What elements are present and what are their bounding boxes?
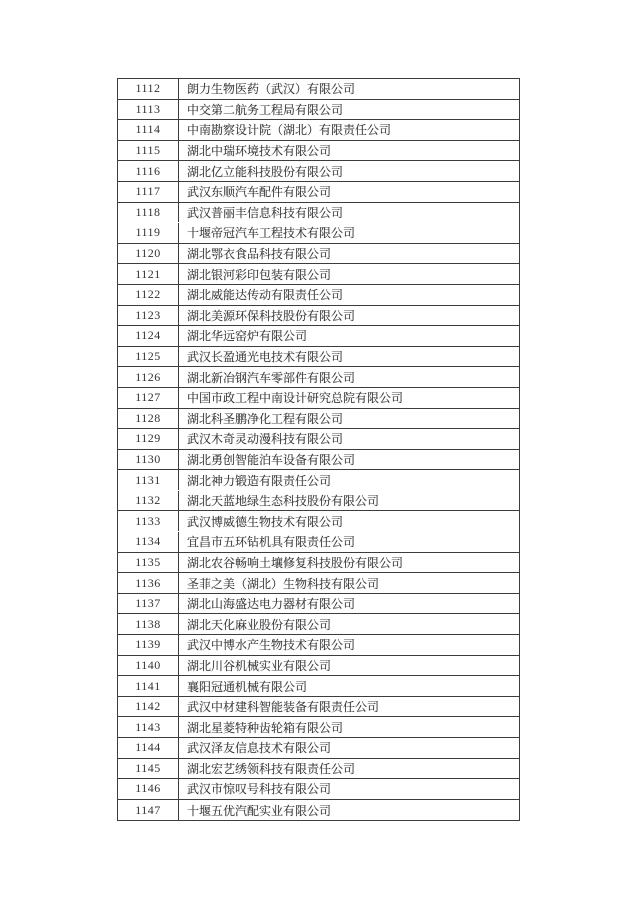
company-name: 武汉中材建科智能装备有限责任公司	[187, 700, 380, 715]
table-row	[118, 553, 519, 574]
table-row	[118, 491, 519, 512]
company-name: 武汉市惊叹号科技有限公司	[187, 782, 332, 797]
table-row	[118, 264, 519, 285]
company-name: 中南勘察设计院（湖北）有限责任公司	[187, 123, 392, 138]
row-number: 1122	[118, 285, 179, 305]
row-number: 1138	[118, 614, 179, 634]
company-name: 圣菲之美（湖北）生物科技有限公司	[187, 576, 380, 591]
table-row	[118, 759, 519, 780]
row-number: 1124	[118, 326, 179, 346]
table-row	[118, 306, 519, 327]
company-name: 湖北美源环保科技股份有限公司	[187, 308, 356, 323]
row-number: 1140	[118, 656, 179, 676]
row-number: 1126	[118, 367, 179, 387]
table-row	[118, 203, 519, 224]
company-name: 湖北神力锻造有限责任公司	[187, 473, 332, 488]
company-name: 湖北星菱特种齿轮箱有限公司	[187, 720, 344, 735]
company-name: 湖北科圣鹏净化工程有限公司	[187, 411, 344, 426]
row-number: 1132	[118, 491, 179, 511]
company-name: 湖北山海盛达电力器材有限公司	[187, 597, 356, 612]
company-name: 湖北川谷机械实业有限公司	[187, 658, 332, 673]
row-number: 1128	[118, 409, 179, 429]
row-number: 1134	[118, 532, 179, 552]
company-name: 湖北中瑞环境技术有限公司	[187, 144, 332, 159]
company-name: 宜昌市五环钻机具有限责任公司	[187, 535, 356, 550]
table-row	[118, 594, 519, 615]
table-row	[118, 697, 519, 718]
company-name: 湖北农谷畅响土壤修复科技股份有限公司	[187, 555, 404, 570]
row-number: 1129	[118, 429, 179, 449]
row-number: 1115	[118, 141, 179, 161]
row-number: 1120	[118, 244, 179, 264]
row-number: 1141	[118, 676, 179, 696]
table-row	[118, 161, 519, 182]
table-row	[118, 347, 519, 368]
table-row	[118, 717, 519, 738]
table-row	[118, 244, 519, 265]
row-number: 1136	[118, 573, 179, 593]
row-number: 1123	[118, 306, 179, 326]
table-row	[118, 409, 519, 430]
table-row	[118, 676, 519, 697]
row-number: 1133	[118, 511, 179, 531]
company-name: 湖北鄂衣食品科技有限公司	[187, 247, 332, 262]
row-number: 1143	[118, 717, 179, 737]
company-name: 襄阳冠通机械有限公司	[187, 679, 308, 694]
row-number: 1137	[118, 594, 179, 614]
company-name: 湖北华远窑炉有限公司	[187, 329, 308, 344]
company-name: 湖北银河彩印包装有限公司	[187, 267, 332, 282]
company-name: 武汉普丽丰信息科技有限公司	[187, 205, 344, 220]
company-name: 中国市政工程中南设计研究总院有限公司	[187, 391, 404, 406]
company-name: 武汉木奇灵动漫科技有限公司	[187, 432, 344, 447]
row-number: 1119	[118, 223, 179, 243]
table-row	[118, 800, 519, 821]
table-row	[118, 573, 519, 594]
row-number: 1147	[118, 800, 179, 821]
table-row	[118, 285, 519, 306]
company-name: 湖北天蓝地绿生态科技股份有限公司	[187, 494, 380, 509]
row-number: 1117	[118, 182, 179, 202]
company-name: 武汉长盈通光电技术有限公司	[187, 350, 344, 365]
company-name: 湖北亿立能科技股份有限公司	[187, 164, 344, 179]
row-number: 1113	[118, 100, 179, 120]
table-row	[118, 738, 519, 759]
row-number: 1112	[118, 79, 179, 99]
row-number: 1125	[118, 347, 179, 367]
table-row	[118, 388, 519, 409]
table-row	[118, 79, 519, 100]
table-row	[118, 100, 519, 121]
table-row	[118, 120, 519, 141]
table-row	[118, 182, 519, 203]
company-name: 武汉泽友信息技术有限公司	[187, 741, 332, 756]
company-name: 湖北威能达传动有限责任公司	[187, 288, 344, 303]
table-row	[118, 450, 519, 471]
row-number: 1118	[118, 203, 179, 223]
row-number: 1131	[118, 470, 179, 490]
table-row	[118, 635, 519, 656]
table-row	[118, 532, 519, 553]
row-number: 1130	[118, 450, 179, 470]
row-number: 1121	[118, 264, 179, 284]
company-name: 湖北宏艺绣领科技有限责任公司	[187, 761, 356, 776]
row-number: 1139	[118, 635, 179, 655]
company-table	[117, 78, 520, 821]
company-name: 湖北勇创智能泊车设备有限公司	[187, 452, 356, 467]
table-row	[118, 656, 519, 677]
row-number: 1127	[118, 388, 179, 408]
table-row	[118, 511, 519, 532]
company-name: 武汉博威德生物技术有限公司	[187, 514, 344, 529]
row-number: 1114	[118, 120, 179, 140]
row-number: 1116	[118, 161, 179, 181]
company-name: 十堰帝冠汽车工程技术有限公司	[187, 226, 356, 241]
row-number: 1146	[118, 779, 179, 799]
company-name: 十堰五优汽配实业有限公司	[187, 803, 332, 818]
table-row	[118, 429, 519, 450]
row-number: 1142	[118, 697, 179, 717]
table-row	[118, 779, 519, 800]
table-row	[118, 614, 519, 635]
table-row	[118, 367, 519, 388]
table-row	[118, 470, 519, 491]
company-name: 湖北新冶钢汽车零部件有限公司	[187, 370, 356, 385]
row-number: 1144	[118, 738, 179, 758]
row-number: 1135	[118, 553, 179, 573]
company-name: 湖北天化麻业股份有限公司	[187, 617, 332, 632]
company-name: 武汉东顺汽车配件有限公司	[187, 185, 332, 200]
table-row	[118, 223, 519, 244]
company-name: 中交第二航务工程局有限公司	[187, 102, 344, 117]
table-row	[118, 326, 519, 347]
company-name: 朗力生物医药（武汉）有限公司	[187, 82, 356, 97]
company-name: 武汉中博水产生物技术有限公司	[187, 638, 356, 653]
table-row	[118, 141, 519, 162]
row-number: 1145	[118, 759, 179, 779]
